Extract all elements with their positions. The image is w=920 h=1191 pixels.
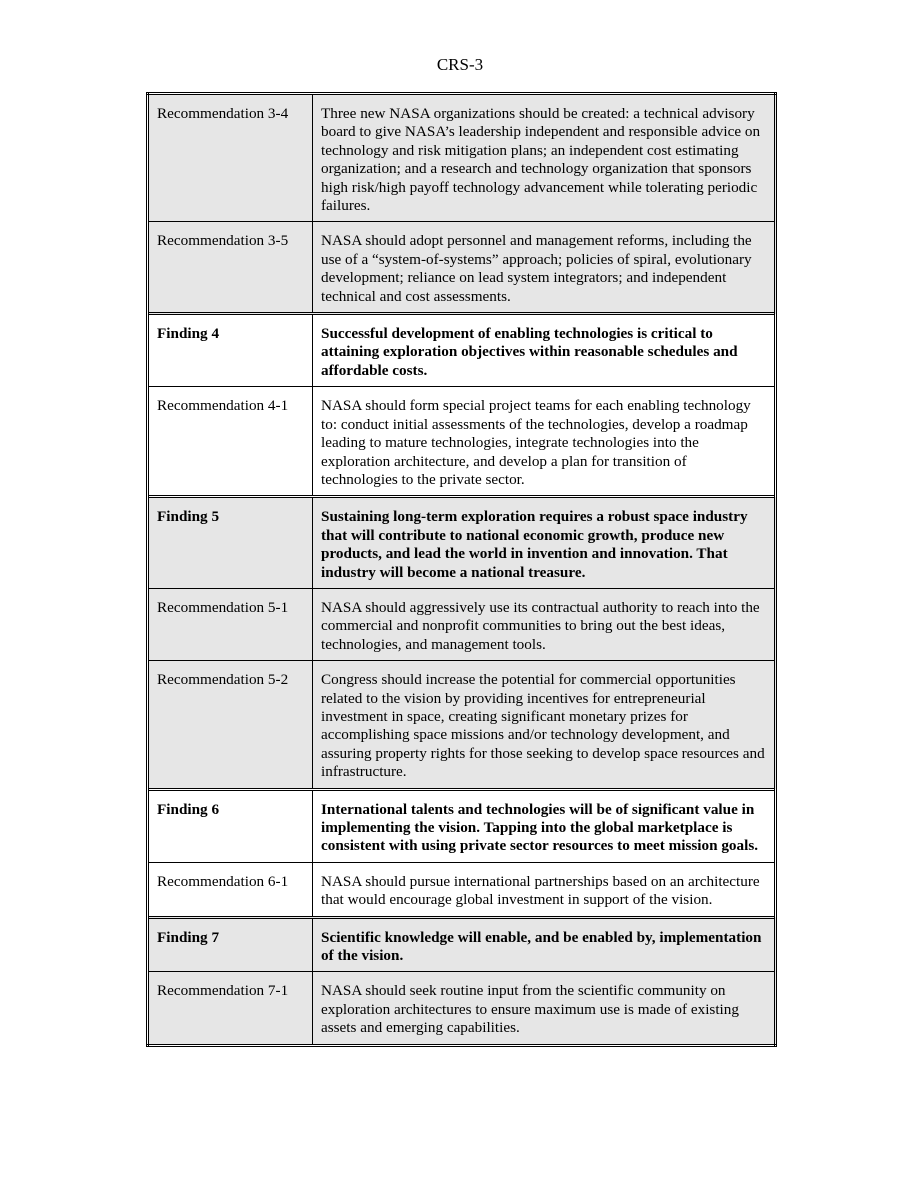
table-row [148,94,776,222]
row-text: NASA should pursue international partnerships based on an architecture that would encourage global investment in support of the vision. [313,862,776,917]
table-row [148,222,776,314]
row-text: NASA should adopt personnel and management reforms, including the use of a “system-of-systems” approach; policies of spiral, evolutionary development; reliance on lead system integrators; and independent technical and cost assessments. [313,222,776,314]
finding-label: Finding 6 [148,789,313,862]
row-text: NASA should seek routine input from the scientific community on exploration architectures to ensure maximum use is made of existing assets and emerging capabilities. [313,972,776,1045]
findings-table [146,92,774,1047]
finding-row [148,314,776,387]
finding-row [148,789,776,862]
row-text: NASA should aggressively use its contractual authority to reach into the commercial and nonprofit communities to bring out the best ideas, technologies, and management tools. [313,588,776,660]
table-row [148,387,776,497]
finding-label: Finding 4 [148,314,313,387]
finding-label: Finding 5 [148,497,313,589]
row-text: Congress should increase the potential for commercial opportunities related to the vision by providing incentives for entrepreneurial investment in space, creating significant monetary prizes for accomplishing space missions and/or technology development, and assuring property rights for those seeking to develop space resources and infrastructure. [313,661,776,789]
row-label: Recommendation 3-4 [148,94,313,222]
row-label: Recommendation 3-5 [148,222,313,314]
table-row [148,588,776,660]
row-label: Recommendation 5-2 [148,661,313,789]
finding-row [148,917,776,972]
finding-text: Sustaining long-term exploration requires a robust space industry that will contribute to national economic growth, produce new products, and lead the world in invention and innovation. That industry will become a national treasure. [313,497,776,589]
row-label: Recommendation 6-1 [148,862,313,917]
finding-text: Scientific knowledge will enable, and be enabled by, implementation of the vision. [313,917,776,972]
row-text: Three new NASA organizations should be created: a technical advisory board to give NASA’s leadership independent and responsible advice on technology and risk mitigation plans; an independent cost estimating organization; and a research and technology organization that sponsors high risk/high payoff technology advancement while tolerating periodic failures. [313,94,776,222]
page-header: CRS-3 [436,55,484,74]
row-label: Recommendation 5-1 [148,588,313,660]
finding-label: Finding 7 [148,917,313,972]
row-label: Recommendation 4-1 [148,387,313,497]
finding-row [148,497,776,589]
table-row [148,661,776,789]
row-label: Recommendation 7-1 [148,972,313,1045]
table-row [148,862,776,917]
row-text: NASA should form special project teams for each enabling technology to: conduct initial assessments of the technologies, develop a roadmap leading to mature technologies, integrate technologies into the exploration architecture, and develop a plan for transition of technologies to the private sector. [313,387,776,497]
finding-text: International talents and technologies will be of significant value in implementing the vision. Tapping into the global marketplace is consistent with using private sector resources to meet mission goals. [313,789,776,862]
finding-text: Successful development of enabling technologies is critical to attaining exploration objectives within reasonable schedules and affordable costs. [313,314,776,387]
table-row [148,972,776,1045]
